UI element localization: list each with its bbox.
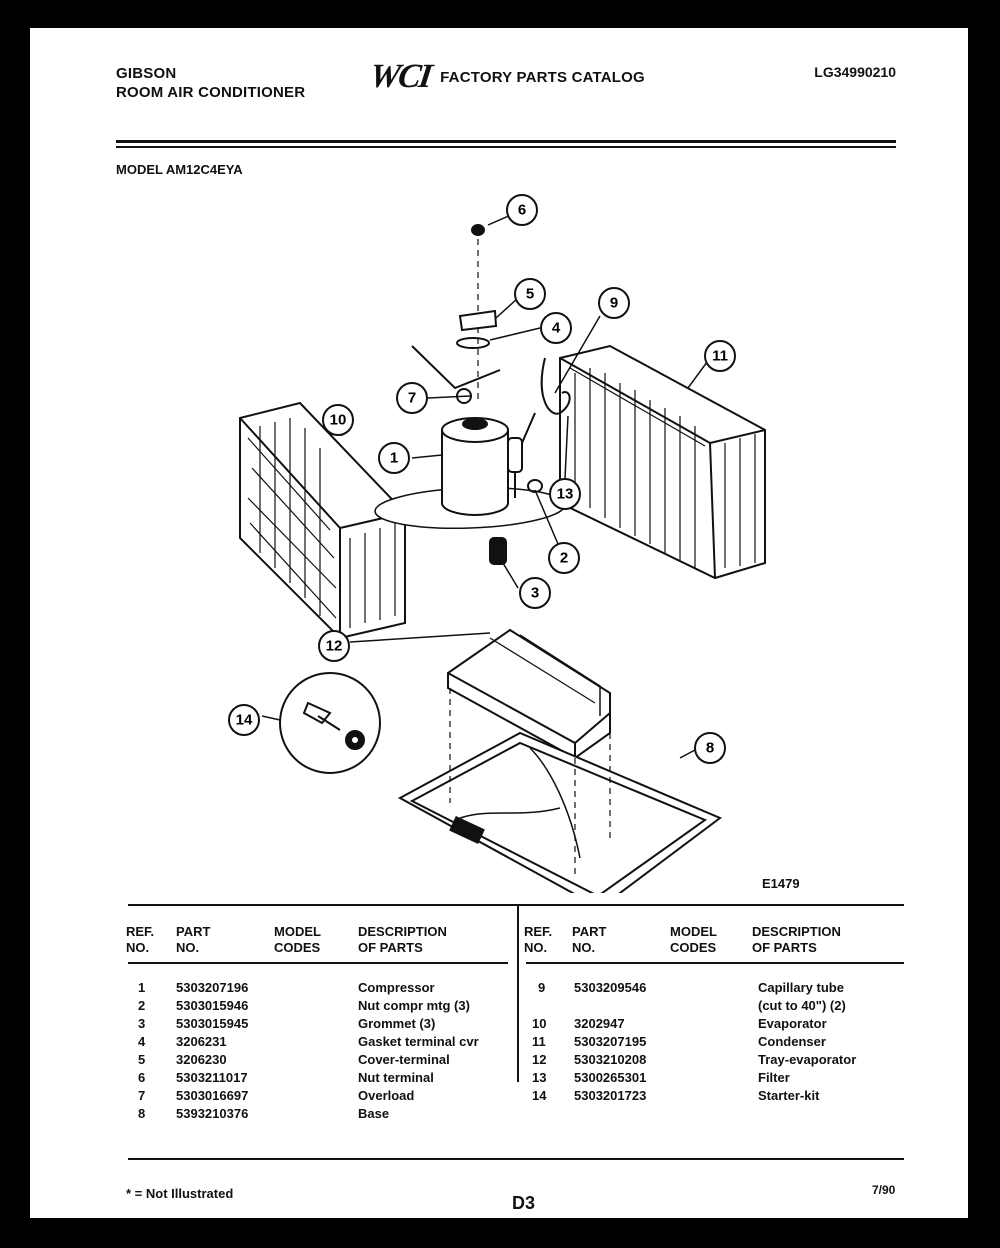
figure-code: E1479 (762, 876, 800, 891)
svg-text:4: 4 (551, 319, 561, 337)
callout-14 (229, 705, 259, 735)
col-part-header: PART NO. (176, 924, 211, 955)
table-bottom-rule (128, 1158, 904, 1160)
svg-text:1: 1 (389, 449, 399, 467)
starter-kit-inset (280, 673, 380, 773)
callout-8 (695, 733, 725, 763)
col-desc-header: DESCRIPTION OF PARTS (358, 924, 447, 955)
svg-text:2: 2 (559, 549, 569, 567)
header-rule-bottom (116, 146, 896, 148)
wci-logo: WCI (367, 58, 433, 95)
catalog-number: LG34990210 (814, 64, 896, 80)
callout-6 (507, 195, 537, 225)
exploded-parts-diagram (190, 168, 810, 893)
compressor (374, 413, 565, 531)
evaporator-coil (240, 403, 405, 638)
table-header-rule-right (526, 962, 904, 964)
svg-text:14: 14 (235, 711, 253, 729)
callout-10 (323, 405, 353, 435)
callout-3 (520, 578, 550, 608)
terminal-parts (412, 225, 500, 403)
svg-text:3: 3 (530, 584, 540, 602)
callout-13 (550, 479, 580, 509)
footnote: * = Not Illustrated (126, 1186, 234, 1201)
callout-4 (541, 313, 571, 343)
header-rule-top (116, 140, 896, 143)
col-ref-header: REF. NO. (524, 924, 553, 955)
col-model-header: MODEL CODES (670, 924, 717, 955)
svg-text:8: 8 (705, 739, 715, 757)
table-header-rule-left (128, 962, 508, 964)
page-code: D3 (512, 1193, 536, 1213)
header-title-block (367, 58, 645, 96)
brand-name: GIBSON (116, 65, 177, 82)
col-part-header: PART NO. (572, 924, 607, 955)
header-brand-block (116, 64, 305, 102)
svg-text:6: 6 (517, 201, 527, 219)
col-model-header: MODEL CODES (274, 924, 321, 955)
callout-2 (549, 543, 579, 573)
col-desc-header: DESCRIPTION OF PARTS (752, 924, 841, 955)
product-name: ROOM AIR CONDITIONER (116, 84, 306, 101)
svg-text:13: 13 (556, 485, 574, 503)
callout-1 (379, 443, 409, 473)
svg-text:7: 7 (407, 389, 417, 407)
callout-9 (599, 288, 629, 318)
table-top-rule (128, 904, 904, 906)
callout-5 (515, 279, 545, 309)
table-divider (517, 906, 519, 1082)
revision-date: 7/90 (872, 1183, 896, 1197)
callout-11 (705, 341, 735, 371)
col-ref-header: REF. NO. (126, 924, 155, 955)
svg-text:11: 11 (712, 347, 728, 365)
svg-text:10: 10 (329, 411, 347, 429)
catalog-page: GIBSON ROOM AIR CONDITIONER WCI FACTORY PARTS CATALOG LG34990210 MODEL AM12C4EYA 1 2 3 4 5 6 7 8 9 10 11 12 13 14 E1479 REF. NO. PART NO. MODEL CODES DESCRIPTION OF PARTS 1 5303207196 Compressor 2 5303015946 Nut compr mtg (3) 3 5303015945 Grommet (3) 4 3206231 Gasket terminal cvr 5 3206230 Cover-terminal 6 5303211017 Nut terminal 7 5303016697 Overload 8 5393210376 Base REF. NO. PART NO. MODEL CODES DESCRIPTION OF PARTS 9 5303209546 Capillary tube (cut to 40") (2) 10 3202947 Evaporator 11 5303207195 Condenser 12 5303210208 Tray-evaporator 13 5300265301 Filter 14 5303201723 Starter-kit * = Not Illustrated D3 7/90 (30, 28, 968, 1218)
catalog-title: FACTORY PARTS CATALOG (440, 68, 645, 86)
svg-text:9: 9 (609, 294, 619, 312)
svg-text:5: 5 (525, 285, 535, 303)
callout-12 (319, 631, 349, 661)
condenser-coil (560, 346, 765, 578)
callout-7 (397, 383, 427, 413)
model-label: MODEL AM12C4EYA (116, 162, 243, 177)
svg-text:12: 12 (325, 637, 343, 655)
